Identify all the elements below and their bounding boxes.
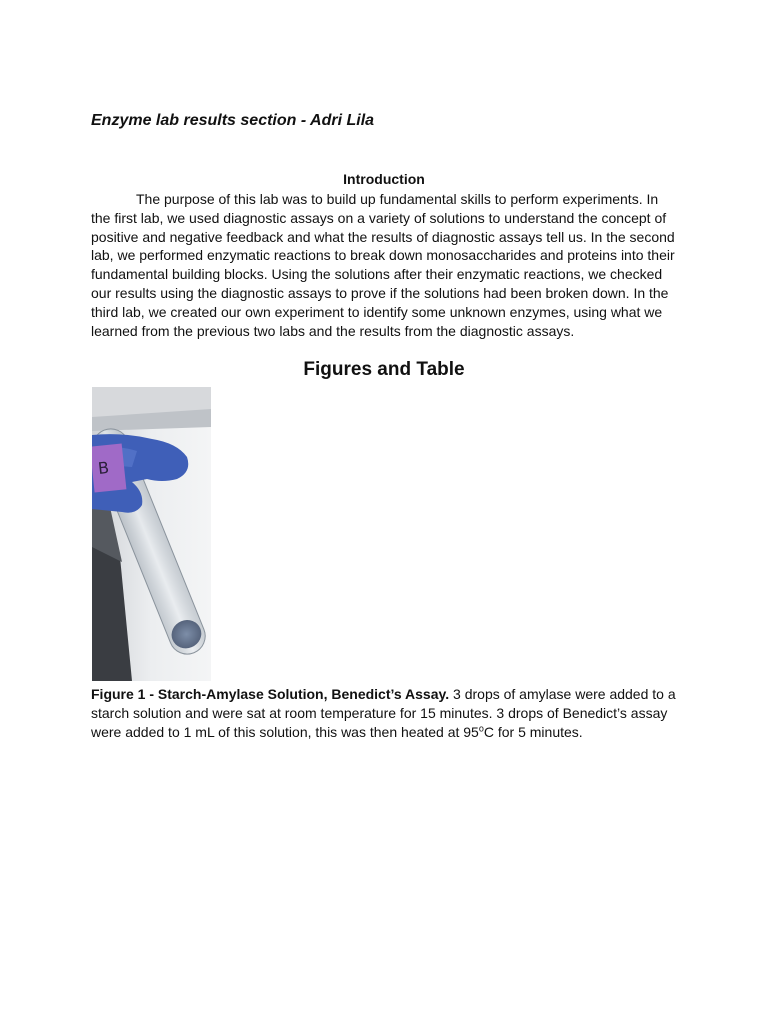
caption-text-end: C for 5 minutes.: [483, 724, 583, 740]
test-tube-photo: [92, 387, 211, 681]
degree-symbol: o: [478, 723, 484, 734]
introduction-text: The purpose of this lab was to build up fundamental skills to perform experiments. In the first lab, we used diagnostic assays on a variety of solutions to understand the concept of positive and negative feedback and what the results of diagnostic assays tell us. In the second lab, we performed enzymatic reactions to break down monosaccharides and proteins into their fundamental building blocks. Using the solutions after their enzymatic reactions, we checked our results using the diagnostic assays to prove if the solutions had been broken down. In the third lab, we created our own experiment to identify some unknown enzymes, using what we learned from the previous two labs and the results from the diagnostic assays.: [91, 191, 675, 339]
figures-heading: Figures and Table: [303, 359, 465, 380]
figure-1-caption: [91, 685, 681, 742]
introduction-paragraph: [91, 190, 681, 340]
page-title: Enzyme lab results section - Adri Lila: [91, 112, 375, 129]
caption-title: Figure 1 - Starch-Amylase Solution, Benedict’s Assay.: [91, 686, 450, 702]
tube-label: B: [97, 457, 111, 478]
introduction-heading: Introduction: [343, 171, 425, 187]
figure-1-photo: [92, 387, 211, 681]
caption-text: 3 drops of amylase were added to a starch solution and were sat at room temperature for 15 minutes. 3 drops of Benedict’s assay were added to 1 mL of this solution, this was then heated at 95: [91, 686, 676, 740]
